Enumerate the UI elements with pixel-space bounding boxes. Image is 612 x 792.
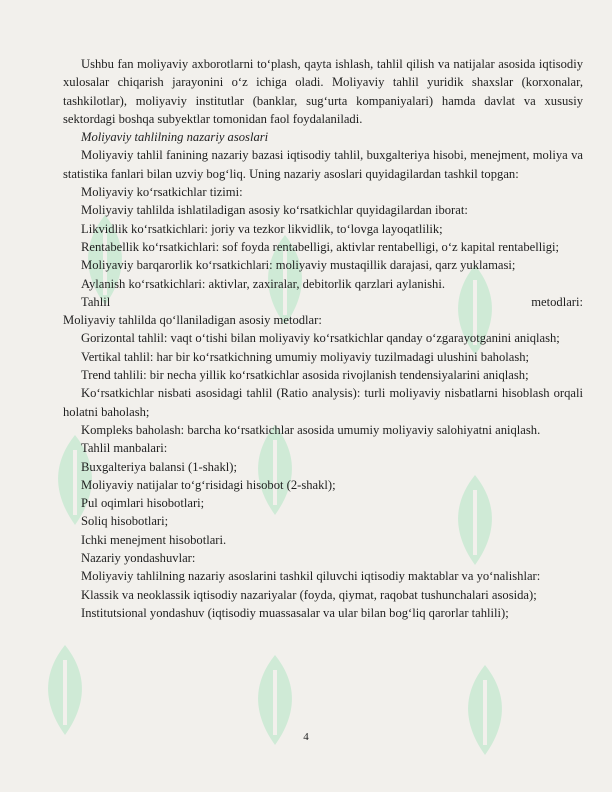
page-number: 4 [303, 731, 309, 743]
list-item: Vertikal tahlil: har bir ko‘rsatkichning umumiy moliyaviy tuzilmadagi ulushini baholash; [81, 349, 530, 364]
leaf-logo-icon [450, 660, 520, 760]
list-item: Moliyaviy barqarorlik ko‘rsatkichlari: moliyaviy mustaqillik darajasi, qarz yuklamasi; [81, 258, 516, 273]
list-item: Ichki menejment hisobotlari. [81, 532, 227, 547]
paragraph: Moliyaviy tahlil fanining nazariy bazasi iqtisodiy tahlil, buxgalteriya hisobi, menejment, moliya va statistika fanlari bilan uzviy bog‘liq. Uning nazariy asoslari quyidagilardan tashkil topgan: [63, 148, 583, 181]
methods-heading-line [63, 293, 583, 311]
paragraph: Moliyaviy tahlilda ishlatiladigan asosiy ko‘rsatkichlar quyidagilardan iborat: [81, 203, 468, 218]
list-item: Kompleks baholash: barcha ko‘rsatkichlar asosida umumiy moliyaviy salohiyatni aniqlash. [81, 422, 541, 437]
methods-heading-left: Tahlil [81, 294, 111, 309]
body-text [63, 55, 583, 622]
section-heading: Moliyaviy tahlilning nazariy asoslari [81, 130, 269, 145]
list-item: Soliq hisobotlari; [81, 514, 169, 529]
methods-heading-right: metodlari: [531, 294, 583, 309]
list-heading: Moliyaviy ko‘rsatkichlar tizimi: [81, 185, 243, 200]
paragraph: Moliyaviy tahlilning nazariy asoslarini tashkil qiluvchi iqtisodiy maktablar va yo‘nalishlar: [81, 569, 541, 584]
list-item: Klassik va neoklassik iqtisodiy nazariyalar (foyda, qiymat, raqobat tushunchalari asosida); [81, 587, 537, 602]
leaf-logo-icon [30, 640, 100, 740]
list-item: Rentabellik ko‘rsatkichlari: sof foyda rentabelligi, aktivlar rentabelligi, o‘z kapital rentabelligi; [81, 239, 560, 254]
list-heading: Tahlil manbalari: [81, 441, 168, 456]
paragraph: Moliyaviy tahlilda qo‘llaniladigan asosiy metodlar: [63, 313, 322, 328]
list-item: Likvidlik ko‘rsatkichlari: joriy va tezkor likvidlik, to‘lovga layoqatlilik; [81, 221, 443, 236]
list-item: Institutsional yondashuv (iqtisodiy muassasalar va ular bilan bog‘liq qarorlar tahlili); [81, 605, 509, 620]
intro-paragraph: Ushbu fan moliyaviy axborotlarni to‘plash, qayta ishlash, tahlil qilish va natijalar asosida iqtisodiy xulosalar chiqarish jarayonini o‘z ichiga oladi. Moliyaviy tahlil yuridik shaxslar (korxonalar, tashkilotlar), moliyaviy institutlar (banklar, sug‘urta kompaniyalari) hamda davlat va xususiy sektordagi boshqa subyektlar tomonidan faol foydalaniladi. [63, 57, 583, 126]
list-item: Moliyaviy natijalar to‘g‘risidagi hisobot (2-shakl); [81, 477, 336, 492]
list-item: Aylanish ko‘rsatkichlari: aktivlar, zaxiralar, debitorlik qarzlari aylanishi. [81, 276, 445, 291]
list-item: Ko‘rsatkichlar nisbati asosidagi tahlil (Ratio analysis): turli moliyaviy nisbatlarni hisoblash orqali holatni baholash; [63, 386, 583, 419]
list-item: Gorizontal tahlil: vaqt o‘tishi bilan moliyaviy ko‘rsatkichlar qanday o‘zgarayotganini aniqlash; [81, 331, 560, 346]
list-item: Buxgalteriya balansi (1-shakl); [81, 459, 237, 474]
list-item: Pul oqimlari hisobotlari; [81, 496, 205, 511]
list-heading: Nazariy yondashuvlar: [81, 551, 196, 566]
list-item: Trend tahlili: bir necha yillik ko‘rsatkichlar asosida rivojlanish tendensiyalarini aniqlash; [81, 368, 529, 383]
